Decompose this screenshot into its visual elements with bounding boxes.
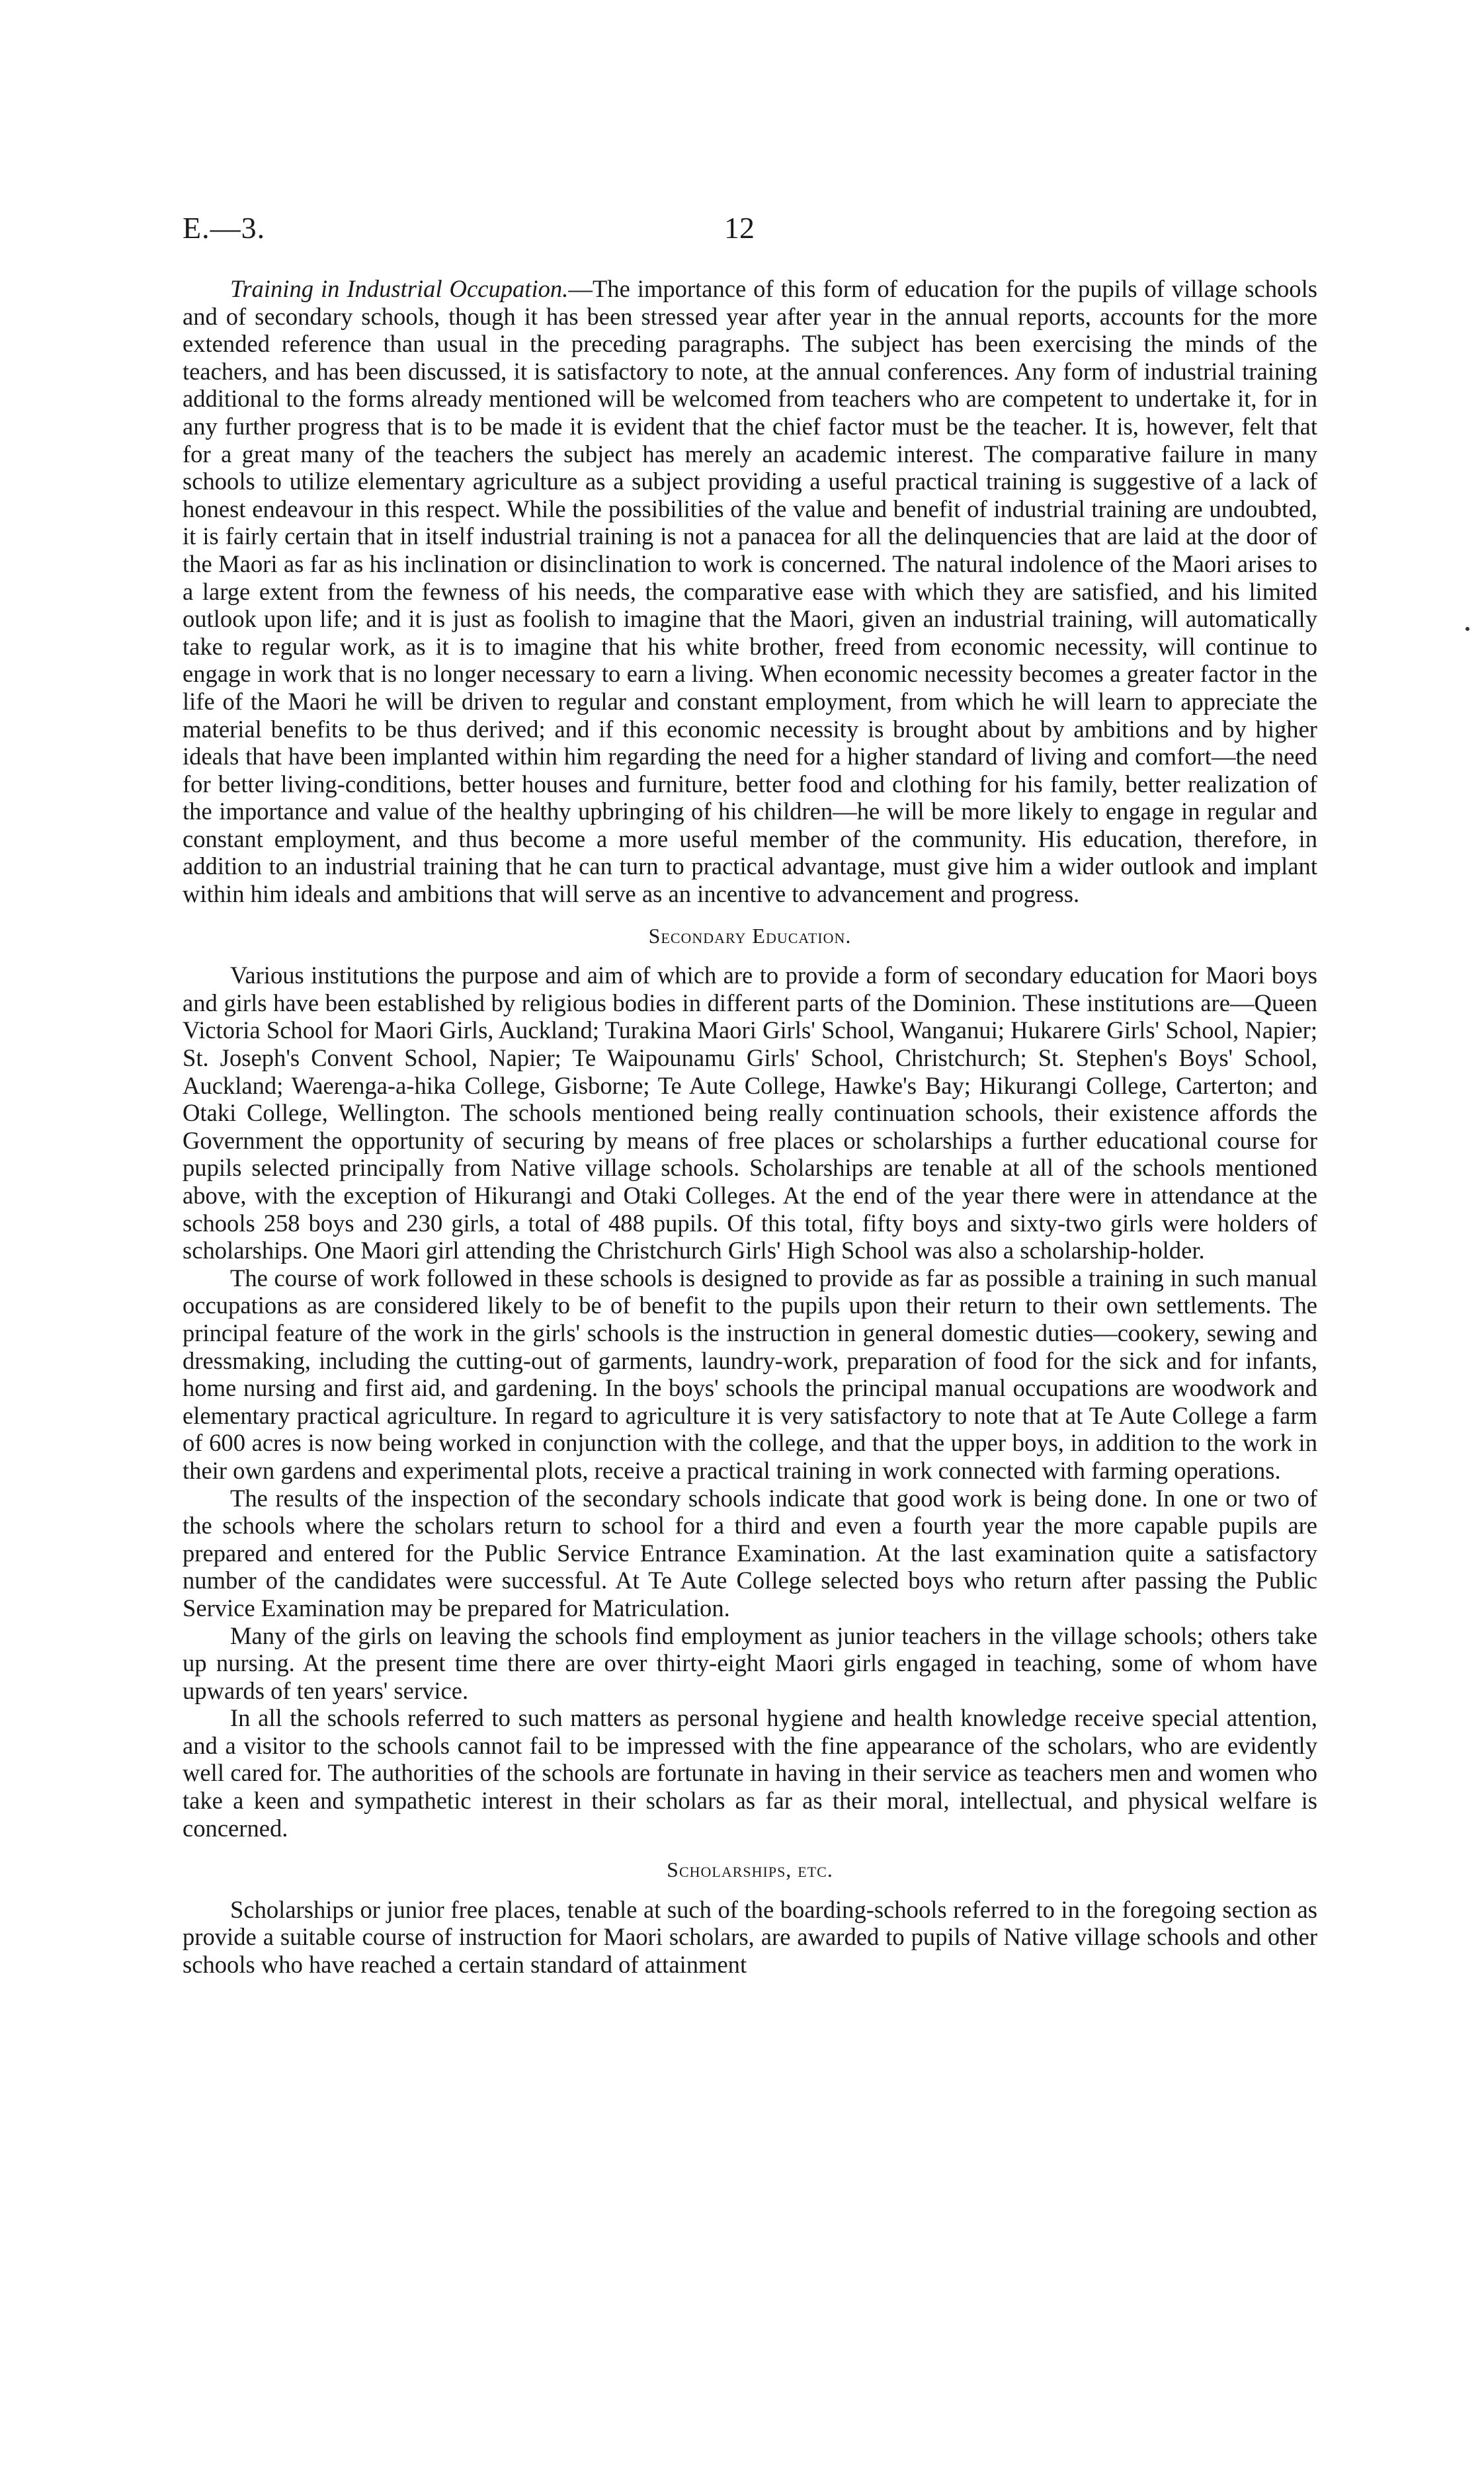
secondary-paragraph-4: Many of the girls on leaving the schools find employment as junior teachers in the village schools; others take up nursing. At the present time there are over thirty-eight Maori girls engaged in teaching, some of whom have upwards of ten years' service.	[183, 1622, 1317, 1704]
training-run-in-title: Training in Industrial Occupation.	[230, 275, 569, 302]
document-code: E.—3.	[183, 211, 266, 245]
document-body	[183, 275, 1317, 1979]
margin-speck	[1465, 627, 1469, 631]
page-number: 12	[724, 211, 755, 245]
training-paragraph	[183, 275, 1317, 908]
scholarships-paragraph-1: Scholarships or junior free places, tenable at such of the boarding-schools referred to in the foregoing section as provide a suitable course of instruction for Maori scholars, are awarded to pupils of Native village schools and other schools who have reached a certain standard of attainment	[183, 1895, 1317, 1979]
secondary-paragraph-1: Various institutions the purpose and aim of which are to provide a form of secondary education for Maori boys and girls have been established by religious bodies in different parts of the Dominion. These institutions are—Queen Victoria School for Maori Girls, Auckland; Turakina Maori Girls' School, Wanganui; Hukarere Girls' School, Napier; St. Joseph's Convent School, Napier; Te Waipounamu Girls' School, Christchurch; St. Stephen's Boys' School, Auckland; Waerenga-a-hika College, Gisborne; Te Aute College, Hawke's Bay; Hikurangi College, Carterton; and Otaki College, Wellington. The schools mentioned being really continuation schools, their existence affords the Government the opportunity of securing by means of free places or scholarships a further educational course for pupils selected principally from Native village schools. Scholarships are tenable at all of the schools mentioned above, with the exception of Hikurangi and Otaki Colleges. At the end of the year there were in attendance at the schools 258 boys and 230 girls, a total of 488 pupils. Of this total, fifty boys and sixty-two girls were holders of scholarships. One Maori girl attending the Christchurch Girls' High School was also a scholarship-holder.	[183, 962, 1317, 1264]
training-text: —The importance of this form of education for the pupils of village schools and of secondary schools, though it has been stressed year after year in the annual reports, accounts for the more extended reference than usual in the preceding paragraphs. The subject has been exercising the minds of the teachers, and has been discussed, it is satisfactory to note, at the annual conferences. Any form of industrial training additional to the forms already mentioned will be welcomed from teachers who are competent to undertake it, for in any further progress that is to be made it is evident that the chief factor must be the teacher. It is, however, felt that for a great many of the teachers the subject has merely an academic interest. The comparative failure in many schools to utilize elementary agriculture as a subject providing a useful practical training is suggestive of a lack of honest endeavour in this respect. While the possibilities of the value and benefit of industrial training are undoubted, it is fairly certain that in itself industrial training is not a panacea for all the delinquencies that are laid at the door of the Maori as far as his inclination or disinclination to work is concerned. The natural indolence of the Maori arises to a large extent from the fewness of his needs, the comparative ease with which they are satisfied, and his limited outlook upon life; and it is just as foolish to imagine that the Maori, given an industrial training, will automatically take to regular work, as it is to imagine that his white brother, freed from economic necessity, will continue to engage in work that is no longer necessary to earn a living. When economic necessity becomes a greater factor in the life of the Maori he will be driven to regular and constant employment, from which he will learn to appreciate the material benefits to be thus derived; and if this economic necessity is brought about by ambitions and by higher ideals that have been implanted within him regarding the need for a higher standard of living and comfort—the need for better living-conditions, better houses and furniture, better food and clothing for his family, better realization of the importance and value of the healthy upbringing of his children—he will be more likely to engage in regular and constant employment, and thus become a more useful member of the community. His education, therefore, in addition to an industrial training that he can turn to practical advantage, must give him a wider outlook and implant within him ideals and ambitions that will serve as an incentive to advancement and progress.	[183, 275, 1317, 908]
secondary-paragraph-3: The results of the inspection of the secondary schools indicate that good work is being done. In one or two of the schools where the scholars return to school for a third and even a fourth year the more capable pupils are prepared and entered for the Public Service Entrance Examination. At the last examination quite a satisfactory number of the candidates were successful. At Te Aute College selected boys who return after passing the Public Service Examination may be prepared for Matriculation.	[183, 1484, 1317, 1622]
secondary-education-heading: Secondary Education.	[648, 923, 852, 948]
scholarships-heading: Scholarships, etc.	[667, 1858, 833, 1882]
secondary-paragraph-5: In all the schools referred to such matters as personal hygiene and health knowledge receive special attention, and a visitor to the schools cannot fail to be impressed with the fine appearance of the scholars, who are evidently well cared for. The authorities of the schools are fortunate in having in their service as teachers men and women who take a keen and sympathetic interest in their scholars as far as their moral, intellectual, and physical welfare is concerned.	[183, 1704, 1317, 1842]
secondary-paragraph-2: The course of work followed in these schools is designed to provide as far as possible a training in such manual occupations as are considered likely to be of benefit to the pupils upon their return to their own settlements. The principal feature of the work in the girls' schools is the instruction in general domestic duties—cookery, sewing and dressmaking, including the cutting-out of garments, laundry-work, preparation of food for the sick and for infants, home nursing and first aid, and gardening. In the boys' schools the principal manual occupations are woodwork and elementary practical agriculture. In regard to agriculture it is very satisfactory to note that at Te Aute College a farm of 600 acres is now being worked in conjunction with the college, and that the upper boys, in addition to the work in their own gardens and experimental plots, receive a practical training in work connected with farming operations.	[183, 1264, 1317, 1484]
